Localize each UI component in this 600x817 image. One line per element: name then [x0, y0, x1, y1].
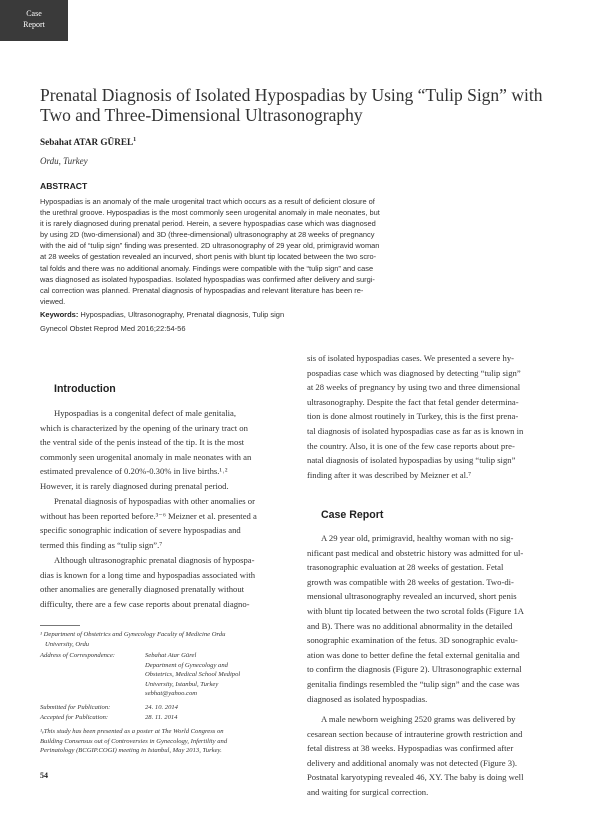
- intro-paragraph-2: [40, 494, 292, 552]
- footnote-line: Perinatology (BCGIP.COGI) meeting in Istanbul, May 2013, Turkey.: [40, 747, 222, 755]
- abstract-heading: ABSTRACT: [40, 181, 88, 191]
- text-line: the country. Also, it is one of the few case reports about pre-: [307, 440, 515, 451]
- text-line: fetal distress at 38 weeks. Hypospadias was confirmed after: [307, 743, 514, 754]
- submitted-label: Submitted for Publication:: [40, 704, 111, 711]
- text-line: pospadias case which was diagnosed by detecting “tulip sign”: [307, 367, 521, 378]
- abstract-line: it is rarely diagnosed during prenatal period. Herein, a severe hypospadias case which was diagnosed: [40, 219, 376, 229]
- intro-continued-paragraph: [307, 351, 563, 482]
- text-line: sonographic examination of the fetus. 3D sonographic evalu-: [307, 635, 518, 646]
- author-name: [40, 137, 136, 147]
- text-line: and waiting for surgical correction.: [307, 786, 429, 797]
- author-affiliation: Ordu, Turkey: [40, 156, 88, 166]
- footnote-line: Obstetrics, Medical School Medipol: [145, 671, 241, 679]
- text-line: tal diagnosis of isolated hypospadias case as far as is known in: [307, 425, 524, 436]
- keywords: [40, 310, 284, 319]
- keywords-text: Hypospadias, Ultrasonography, Prenatal diagnosis, Tulip sign: [78, 310, 285, 319]
- text-line: Prenatal diagnosis of hypospadias with other anomalies or: [54, 496, 255, 506]
- abstract-line: tal folds and there was no additional anomaly. Findings were compatible with the “tulip sign” and case: [40, 263, 374, 273]
- text-line: Hypospadias is a congenital defect of male genitalia,: [54, 408, 237, 418]
- abstract-line: Hypospadias is an anomaly of the male urogenital tract which occurs as a result of deficient closure of: [40, 197, 375, 206]
- text-line: dias is known for a long time and hypospadias associated with: [40, 569, 256, 580]
- footnote-line: Department of Gynecology and: [145, 661, 228, 669]
- text-line: delivery and additional anomaly was not detected (Figure 3).: [307, 757, 518, 768]
- accepted-label: Accepted for Publication:: [40, 714, 109, 721]
- abstract-body: [40, 196, 562, 307]
- accepted-date: 28. 11. 2014: [145, 714, 178, 721]
- text-line: finding after it was described by Meizner et al.⁷: [307, 469, 472, 480]
- text-line: without has been reported before.³⁻⁶ Meizner et al. presented a: [40, 510, 257, 521]
- text-line: with blunt tip located between the two scrotal folds (Figure 1A: [307, 605, 525, 616]
- submitted-date: 24. 10. 2014: [145, 704, 178, 711]
- keywords-label: Keywords:: [40, 310, 79, 319]
- text-line: mensional ultrasonography revealed an incurved, short penis: [307, 591, 517, 602]
- footnote-line: University, Istanbul, Turkey: [145, 680, 219, 688]
- text-line: difficulty, there are a few case reports about prenatal diagno-: [40, 598, 250, 609]
- text-line: commonly seen urogenital anomaly in male neonates with an: [40, 451, 252, 462]
- text-line: estimated prevalence of 0.20%-0.30% in live births.¹˒²: [40, 466, 228, 477]
- footnote-line: ¹ₑThis study has been presented as a poster at The World Congress on: [40, 728, 224, 735]
- journal-citation: Gynecol Obstet Reprod Med 2016;22:54-56: [40, 324, 186, 333]
- case-report-heading: Case Report: [321, 509, 384, 521]
- text-line: which is characterized by the opening of the urinary tract on: [40, 422, 248, 433]
- text-line: trasonographic evaluation at 28 weeks of gestation. Fetal: [307, 562, 504, 573]
- correspondence-label: Address of Correspondence:: [40, 652, 115, 659]
- footnote-line: Building Consensus out of Controversies in Gynecology, Infertility and: [40, 737, 228, 745]
- text-line: termed this finding as “tulip sign”.⁷: [40, 539, 163, 550]
- intro-paragraph-3: [40, 553, 292, 611]
- footnote-poster: [40, 727, 292, 756]
- text-line: growth was compatible with 28 weeks of gestation. Two-di-: [307, 576, 514, 587]
- text-line: to confirm the diagnosis (Figure 2). Ultrasonographic external: [307, 664, 522, 675]
- author-name-text: Sebahat ATAR GÜREL: [40, 137, 134, 148]
- text-line: the ventral side of the penis instead of the tip. It is the most: [40, 437, 245, 448]
- text-line: ation was done to better define the fetal external genitalia and: [307, 649, 520, 660]
- abstract-line: at 28 weeks of gestation revealed an incurved, short penis with blunt tip located between the two scro-: [40, 252, 377, 262]
- abstract-line: with the aid of “tulip sign” finding was presented. 2D ultrasonography of 29 year old, primigravid woman: [40, 241, 380, 251]
- text-line: diagnosed as isolated hypospadias.: [307, 693, 428, 704]
- page-number: 54: [40, 771, 48, 780]
- article-type-line-1: Case: [26, 9, 42, 18]
- article-title: Prenatal Diagnosis of Isolated Hypospadias by Using “Tulip Sign” with Two and Three-Dimensional Ultrasonography: [40, 85, 543, 125]
- correspondence-address: [145, 651, 240, 699]
- abstract-line: by using 2D (two-dimensional) and 3D (three-dimensional) ultrasonography at 28 weeks of pregnancy: [40, 230, 375, 240]
- text-line: genitalia findings resembled the “tulip sign” and the case was: [307, 678, 520, 689]
- article-type-tab: [0, 0, 68, 41]
- text-line: at 28 weeks of pregnancy by using two and three dimensional: [307, 382, 521, 393]
- text-line: Although ultrasonographic prenatal diagnosis of hypospa-: [54, 555, 255, 565]
- case-report-paragraph-1: [307, 531, 563, 706]
- introduction-heading: Introduction: [54, 383, 116, 395]
- article-type-line-2: Report: [23, 20, 45, 29]
- text-line: and B). There was no additional abnormality in the detailed: [307, 620, 513, 631]
- text-line: ultrasonography. Despite the fact that fetal gender determina-: [307, 396, 519, 407]
- footnote-line: ¹ Department of Obstetrics and Gynecology Faculty of Medicine Ordu: [40, 631, 226, 638]
- text-line: Postnatal karyotyping revealed 46, XY. The baby is doing well: [307, 772, 524, 783]
- footnote-line: University, Ordu: [45, 640, 90, 648]
- text-line: A 29 year old, primigravid, healthy woman with no sig-: [321, 533, 514, 543]
- text-line: nificant past medical and obstetric history was admitted for ul-: [307, 547, 524, 558]
- footnote-line: Sebahat Atar Gürel: [145, 652, 197, 659]
- text-line: other anomalies are generally diagnosed prenatally without: [40, 584, 245, 595]
- text-line: A male newborn weighing 2520 grams was delivered by: [321, 714, 516, 724]
- text-line: cesarean section because of intrauterine growth restriction and: [307, 728, 523, 739]
- text-line: specific sonographic indication of severe hypospadias and: [40, 525, 241, 536]
- abstract-line: was diagnosed as isolated hypospadias. Isolated hypospadias was confirmed after delivery and surgi-: [40, 274, 375, 284]
- footnote-divider: [40, 625, 80, 626]
- abstract-line: the urethral groove. Hypospadias is the most commonly seen urogenital anomaly in male neonates, but: [40, 208, 380, 218]
- author-affiliation-mark: 1: [133, 137, 137, 143]
- case-report-paragraph-2: [307, 712, 563, 800]
- footnote-department: [40, 630, 292, 649]
- text-line: tion is done almost routinely in Turkey, this is the first prena-: [307, 411, 519, 422]
- intro-paragraph-1: [40, 406, 292, 494]
- abstract-line: viewed.: [40, 296, 66, 306]
- text-line: However, it is rarely diagnosed during prenatal period.: [40, 480, 229, 491]
- correspondence-email: sebhat@yahoo.com: [145, 690, 198, 698]
- text-line: natal diagnosis of isolated hypospadias by using “tulip sign”: [307, 455, 516, 466]
- text-line: sis of isolated hypospadias cases. We presented a severe hy-: [307, 353, 515, 363]
- abstract-line: cal correction was planned. Prenatal diagnosis of hypospadias and relevant literature has been re-: [40, 285, 364, 295]
